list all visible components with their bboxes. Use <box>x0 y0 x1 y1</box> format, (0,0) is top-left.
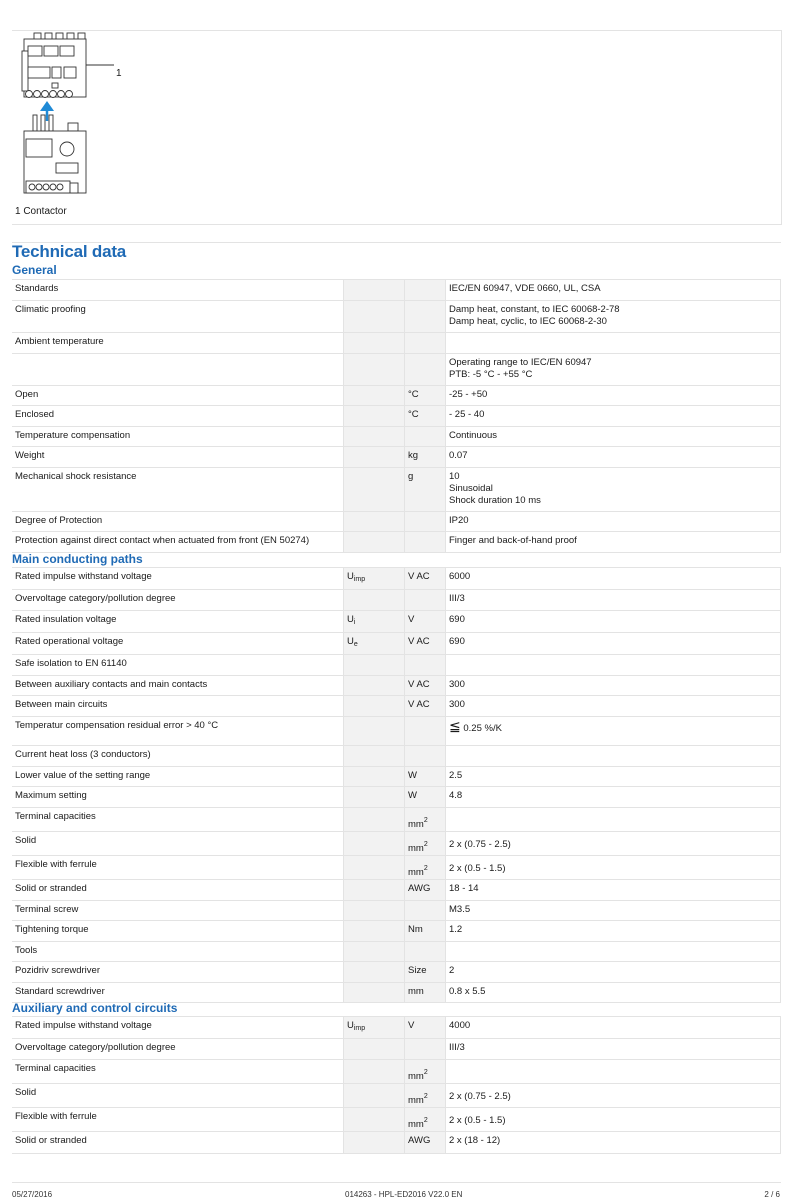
spec-label: Enclosed <box>12 406 344 427</box>
spec-row <box>12 880 781 901</box>
spec-symbol <box>344 1084 405 1108</box>
unit-text: mm <box>408 1095 424 1106</box>
spec-row <box>12 1084 781 1108</box>
symbol-subscript: imp <box>353 576 366 583</box>
spec-row <box>12 717 781 746</box>
spec-label: Flexible with ferrule <box>12 1108 344 1132</box>
spec-row <box>12 983 781 1003</box>
spec-unit <box>405 1132 446 1154</box>
spec-unit <box>405 942 446 962</box>
spec-row <box>12 512 781 532</box>
spec-value: 4000 <box>446 1017 781 1039</box>
symbol-subscript: imp <box>353 1025 366 1032</box>
spec-unit <box>405 962 446 983</box>
spec-symbol <box>344 406 405 427</box>
spec-value: III/3 <box>446 1039 781 1060</box>
unit-text: W <box>408 770 417 781</box>
spec-table <box>12 279 781 553</box>
spec-unit <box>405 1039 446 1060</box>
spec-row <box>12 1017 781 1039</box>
spec-unit <box>405 568 446 590</box>
spec-label: Pozidriv screwdriver <box>12 962 344 983</box>
spec-label: Between auxiliary contacts and main contacts <box>12 676 344 696</box>
figure-caption: 1 Contactor <box>15 206 67 217</box>
spec-label: Mechanical shock resistance <box>12 468 344 512</box>
spec-unit <box>405 696 446 717</box>
spec-value: -25 - +50 <box>446 386 781 406</box>
spec-symbol <box>344 676 405 696</box>
spec-value: 4.8 <box>446 787 781 808</box>
spec-label: Terminal capacities <box>12 1060 344 1084</box>
spec-label: Flexible with ferrule <box>12 856 344 880</box>
unit-superscript: 2 <box>423 1117 428 1124</box>
spec-unit <box>405 880 446 901</box>
value-text: 0.25 %/K <box>460 723 502 734</box>
spec-label: Rated operational voltage <box>12 633 344 655</box>
spec-value: 690 <box>446 633 781 655</box>
spec-label <box>12 354 344 386</box>
footer-page-number: 2 / 6 <box>764 1190 780 1199</box>
spec-row <box>12 856 781 880</box>
spec-label: Overvoltage category/pollution degree <box>12 1039 344 1060</box>
spec-row <box>12 532 781 553</box>
spec-unit <box>405 406 446 427</box>
spec-symbol <box>344 655 405 676</box>
section-separator <box>12 242 781 243</box>
spec-symbol <box>344 962 405 983</box>
spec-value: 2 x (0.5 - 1.5) <box>446 1108 781 1132</box>
unit-text: mm <box>408 843 424 854</box>
contactor-assembly-drawing <box>12 31 122 206</box>
spec-unit <box>405 676 446 696</box>
spec-label: Ambient temperature <box>12 333 344 354</box>
symbol-subscript: i <box>353 619 356 626</box>
spec-label: Temperatur compensation residual error > 40 °C <box>12 717 344 746</box>
symbol-subscript: e <box>353 641 358 648</box>
spec-symbol <box>344 746 405 767</box>
spec-value: 6000 <box>446 568 781 590</box>
spec-value: Continuous <box>446 427 781 447</box>
spec-row <box>12 1132 781 1154</box>
spec-symbol <box>344 808 405 832</box>
spec-label: Climatic proofing <box>12 301 344 333</box>
unit-text: °C <box>408 409 419 420</box>
spec-unit <box>405 532 446 553</box>
spec-symbol <box>344 611 405 633</box>
spec-unit <box>405 856 446 880</box>
spec-label: Open <box>12 386 344 406</box>
spec-row <box>12 354 781 386</box>
spec-symbol <box>344 856 405 880</box>
spec-symbol <box>344 386 405 406</box>
spec-row <box>12 590 781 611</box>
less-or-equal-icon: ≦ <box>449 718 461 734</box>
spec-label: Standard screwdriver <box>12 983 344 1003</box>
spec-value: 300 <box>446 696 781 717</box>
spec-label: Standards <box>12 280 344 301</box>
spec-value: 2 x (0.5 - 1.5) <box>446 856 781 880</box>
spec-unit <box>405 633 446 655</box>
spec-unit <box>405 655 446 676</box>
spec-value: M3.5 <box>446 901 781 921</box>
spec-value <box>446 333 781 354</box>
spec-value <box>446 655 781 676</box>
spec-symbol <box>344 512 405 532</box>
unit-text: V AC <box>408 636 430 647</box>
spec-unit <box>405 386 446 406</box>
spec-symbol <box>344 942 405 962</box>
spec-unit <box>405 787 446 808</box>
spec-row <box>12 832 781 856</box>
spec-unit <box>405 808 446 832</box>
spec-label: Weight <box>12 447 344 468</box>
symbol-text: U <box>347 614 354 625</box>
spec-value <box>446 717 781 746</box>
spec-symbol <box>344 1132 405 1154</box>
spec-label: Rated insulation voltage <box>12 611 344 633</box>
spec-row <box>12 942 781 962</box>
spec-label: Rated impulse withstand voltage <box>12 568 344 590</box>
spec-unit <box>405 354 446 386</box>
spec-value: Damp heat, constant, to IEC 60068-2-78 Damp heat, cyclic, to IEC 60068-2-30 <box>446 301 781 333</box>
unit-text: mm <box>408 1071 424 1082</box>
spec-row <box>12 655 781 676</box>
spec-label: Terminal capacities <box>12 808 344 832</box>
spec-row <box>12 1060 781 1084</box>
spec-value: 690 <box>446 611 781 633</box>
spec-label: Safe isolation to EN 61140 <box>12 655 344 676</box>
unit-text: AWG <box>408 883 431 894</box>
spec-unit <box>405 983 446 1003</box>
unit-superscript: 2 <box>423 817 428 824</box>
spec-label: Solid or stranded <box>12 1132 344 1154</box>
unit-text: V AC <box>408 679 430 690</box>
spec-unit <box>405 301 446 333</box>
spec-label: Protection against direct contact when actuated from front (EN 50274) <box>12 532 344 553</box>
spec-row <box>12 633 781 655</box>
spec-unit <box>405 832 446 856</box>
spec-symbol <box>344 354 405 386</box>
spec-unit <box>405 333 446 354</box>
spec-value: 1.2 <box>446 921 781 942</box>
spec-value: IEC/EN 60947, VDE 0660, UL, CSA <box>446 280 781 301</box>
spec-row <box>12 280 781 301</box>
spec-value: III/3 <box>446 590 781 611</box>
section-heading: Auxiliary and control circuits <box>12 1001 178 1015</box>
spec-value: IP20 <box>446 512 781 532</box>
spec-symbol <box>344 832 405 856</box>
spec-symbol <box>344 767 405 787</box>
spec-row <box>12 921 781 942</box>
unit-superscript: 2 <box>423 865 428 872</box>
spec-row <box>12 447 781 468</box>
unit-text: mm <box>408 867 424 878</box>
spec-label: Maximum setting <box>12 787 344 808</box>
spec-symbol <box>344 717 405 746</box>
unit-text: mm <box>408 1119 424 1130</box>
spec-row <box>12 333 781 354</box>
spec-value: 2 x (18 - 12) <box>446 1132 781 1154</box>
spec-unit <box>405 1060 446 1084</box>
spec-row <box>12 468 781 512</box>
spec-row <box>12 1108 781 1132</box>
spec-row <box>12 746 781 767</box>
unit-text: °C <box>408 389 419 400</box>
spec-unit <box>405 1017 446 1039</box>
unit-text: g <box>408 471 414 482</box>
spec-label: Between main circuits <box>12 696 344 717</box>
callout-number: 1 <box>116 68 122 79</box>
footer-document-id: 014263 - HPL-ED2016 V22.0 EN <box>345 1190 463 1199</box>
unit-superscript: 2 <box>423 1069 428 1076</box>
spec-symbol <box>344 590 405 611</box>
spec-symbol <box>344 301 405 333</box>
spec-value <box>446 942 781 962</box>
spec-unit <box>405 1084 446 1108</box>
spec-unit <box>405 512 446 532</box>
spec-value: 2.5 <box>446 767 781 787</box>
spec-symbol <box>344 787 405 808</box>
section-heading: Main conducting paths <box>12 552 143 566</box>
spec-label: Overvoltage category/pollution degree <box>12 590 344 611</box>
unit-text: W <box>408 790 417 801</box>
spec-label: Degree of Protection <box>12 512 344 532</box>
spec-value: 10 Sinusoidal Shock duration 10 ms <box>446 468 781 512</box>
spec-label: Lower value of the setting range <box>12 767 344 787</box>
symbol-text: U <box>347 636 354 647</box>
spec-unit <box>405 746 446 767</box>
spec-value: Operating range to IEC/EN 60947 PTB: -5 °C - +55 °C <box>446 354 781 386</box>
unit-text: mm <box>408 819 424 830</box>
spec-symbol <box>344 901 405 921</box>
spec-row <box>12 406 781 427</box>
spec-symbol <box>344 983 405 1003</box>
spec-value: 18 - 14 <box>446 880 781 901</box>
spec-row <box>12 676 781 696</box>
spec-row <box>12 1039 781 1060</box>
symbol-text: U <box>347 1020 354 1031</box>
spec-symbol <box>344 921 405 942</box>
spec-symbol <box>344 280 405 301</box>
spec-unit <box>405 468 446 512</box>
spec-value: 300 <box>446 676 781 696</box>
unit-text: Nm <box>408 924 423 935</box>
spec-unit <box>405 717 446 746</box>
spec-table <box>12 567 781 1003</box>
spec-symbol <box>344 1108 405 1132</box>
section-heading: General <box>12 263 57 277</box>
unit-text: V AC <box>408 571 430 582</box>
spec-value: 2 x (0.75 - 2.5) <box>446 1084 781 1108</box>
spec-unit <box>405 611 446 633</box>
spec-row <box>12 787 781 808</box>
spec-value: 2 x (0.75 - 2.5) <box>446 832 781 856</box>
unit-superscript: 2 <box>423 841 428 848</box>
spec-label: Tightening torque <box>12 921 344 942</box>
spec-symbol <box>344 468 405 512</box>
spec-label: Solid <box>12 832 344 856</box>
spec-value: 0.8 x 5.5 <box>446 983 781 1003</box>
spec-value: 2 <box>446 962 781 983</box>
spec-unit <box>405 767 446 787</box>
footer-date: 05/27/2016 <box>12 1190 53 1199</box>
unit-superscript: 2 <box>423 1093 428 1100</box>
spec-symbol <box>344 880 405 901</box>
unit-text: kg <box>408 450 419 461</box>
spec-label: Solid or stranded <box>12 880 344 901</box>
spec-symbol <box>344 633 405 655</box>
spec-value: - 25 - 40 <box>446 406 781 427</box>
unit-text: Size <box>408 965 427 976</box>
spec-symbol <box>344 532 405 553</box>
spec-table <box>12 1016 781 1154</box>
spec-symbol <box>344 427 405 447</box>
spec-label: Terminal screw <box>12 901 344 921</box>
spec-symbol <box>344 333 405 354</box>
spec-label: Current heat loss (3 conductors) <box>12 746 344 767</box>
spec-unit <box>405 1108 446 1132</box>
spec-unit <box>405 427 446 447</box>
spec-row <box>12 386 781 406</box>
unit-text: V <box>408 614 415 625</box>
spec-row <box>12 808 781 832</box>
spec-label: Solid <box>12 1084 344 1108</box>
spec-symbol <box>344 447 405 468</box>
product-figure <box>12 30 782 225</box>
spec-row <box>12 696 781 717</box>
spec-symbol <box>344 1039 405 1060</box>
spec-label: Tools <box>12 942 344 962</box>
unit-text: AWG <box>408 1135 431 1146</box>
spec-unit <box>405 921 446 942</box>
spec-symbol <box>344 1017 405 1039</box>
spec-row <box>12 767 781 787</box>
spec-unit <box>405 901 446 921</box>
spec-symbol <box>344 568 405 590</box>
spec-label: Temperature compensation <box>12 427 344 447</box>
spec-value <box>446 808 781 832</box>
spec-value: Finger and back-of-hand proof <box>446 532 781 553</box>
spec-row <box>12 427 781 447</box>
spec-row <box>12 962 781 983</box>
spec-unit <box>405 280 446 301</box>
unit-text: V <box>408 1020 415 1031</box>
spec-value: 0.07 <box>446 447 781 468</box>
page-title: Technical data <box>12 242 127 261</box>
spec-row <box>12 568 781 590</box>
spec-unit <box>405 447 446 468</box>
spec-symbol <box>344 696 405 717</box>
spec-row <box>12 301 781 333</box>
spec-label: Rated impulse withstand voltage <box>12 1017 344 1039</box>
spec-symbol <box>344 1060 405 1084</box>
spec-unit <box>405 590 446 611</box>
spec-row <box>12 901 781 921</box>
spec-row <box>12 611 781 633</box>
spec-value <box>446 746 781 767</box>
footer-separator <box>12 1182 781 1183</box>
spec-value <box>446 1060 781 1084</box>
unit-text: V AC <box>408 699 430 710</box>
symbol-text: U <box>347 571 354 582</box>
unit-text: mm <box>408 986 424 997</box>
